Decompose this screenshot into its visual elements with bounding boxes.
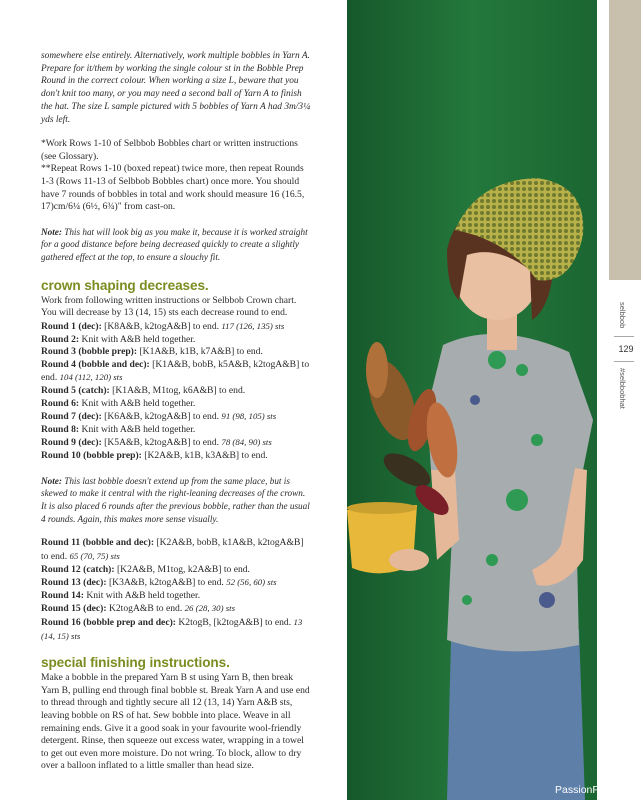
hero-photo-woman-with-begonia [347,0,597,800]
note-label: Note: [41,226,62,237]
round-label: Round 2: [41,333,80,345]
photo-illustration [347,0,597,800]
pattern-round [41,450,313,463]
round-instruction: [K1A&B, k1B, k7A&B] to end. [137,346,263,358]
round-instruction: [K8A&B, k2togA&B] to end. [101,321,222,333]
page-number: 129 [618,344,634,354]
intro-paragraph: somewhere else entirely. Alternatively, work multiple bobbles in Yarn A. Prepare for it/them by working the single colour st in the Bobble Prep Round in the correct colour. When working a size L, beware that you don't knit too many, or you may need a second ball of Yarn A to finish the hat. The size L sample pictured with 5 bobbles of Yarn A had 3m/3¼ yds left. [41,51,311,125]
round-instruction: Knit with A&B held together. [79,423,196,435]
stitch-count: 65 (70, 75) sts [69,551,120,562]
sidebar-section-label: selbbob [618,302,627,329]
round-label: Round 15 (dec): [41,603,107,615]
round-label: Round 16 (bobble prep and dec): [41,616,176,628]
stitch-count: 26 (28, 30) sts [184,603,235,614]
round-label: Round 4 (bobble and dec): [41,358,150,370]
round-label: Round 7 (dec): [41,411,102,423]
round-label: Round 11 (bobble and dec): [41,537,155,549]
crown-intro: Work from following written instructions or Selbbob Crown chart. You will decrease by 13 (14, 15) sts each decrease round to end. [41,294,297,319]
heading-finishing: special finishing instructions. [41,655,230,671]
round-label: Round 8: [41,423,80,435]
round-instruction: Knit with A&B held together. [83,589,201,601]
pattern-round [41,320,313,334]
round-label: Round 10 (bobble prep): [41,450,142,462]
pattern-round [41,385,313,398]
note-last-bobble [41,475,313,526]
finishing-paragraph: Make a bobble in the prepared Yarn B st using Yarn B, then break Yarn B, pulling end through final bobble st. Break Yarn A and use end to thread through and tightly secure all 12 (13, 14) Yarn A&B sts, leaving bobble on RS of hat. Sew bobble into place. Weave in all remaining ends. Give it a good soak in your favourite wool-friendly detergent. Rinse, then squeeze out excess water, wrapping in a towel to get out even more moisture. Do not wring. To block, allow to dry over a balloon inflated to a little smaller than head size. [41,672,310,772]
round-instruction: [K2A&B, bobB, k1A&B, k2togA&B] to end. [41,537,304,563]
pattern-round [41,537,313,563]
round-label: Round 14: [41,589,84,601]
round-label: Round 9 (dec): [41,437,102,449]
pattern-round [41,590,313,603]
footnote-double-asterisk: **Repeat Rows 1-10 (boxed repeat) twice more, then repeat Rounds 1-3 (Rows 11-13 of Selbbob Bobbles chart) once more. You should have 7 rounds of bobbles in total and work should measure 16 (16.5, 17)cm/6¼ (6½, 6¾)" from cast-on. [41,163,305,213]
round-label: Round 12 (catch): [41,563,115,575]
round-instruction: [K6A&B, k2togA&B] to end. [101,411,222,423]
stitch-count: 91 (98, 105) sts [221,411,277,422]
pattern-round [41,576,313,590]
pattern-round [41,424,313,437]
note-hat-size [41,226,313,264]
note-label: Note: [41,475,62,486]
round-instruction: [K2A&B, M1tog, k2A&B] to end. [114,563,250,575]
round-instruction: K2togB, [k2togA&B] to end. [175,616,294,628]
jeans [447,630,585,800]
footnote-single-asterisk: *Work Rows 1-10 of Selbbob Bobbles chart or written instructions (see Glossary). [41,138,298,162]
round-instruction: Knit with A&B held together. [79,397,196,409]
sidebar-hashtag: #selbbobhat [618,368,627,409]
pattern-round [41,334,313,347]
round-label: Round 13 (dec): [41,577,107,589]
round-instruction: [K1A&B, bobB, k5A&B, k2togA&B] to end. [41,358,310,384]
stitch-count: 104 (112, 120) sts [59,372,123,383]
watermark-text: PassionForum.ru [555,784,635,796]
sidebar-rule-bottom [614,361,634,362]
round-instruction: K2togA&B to end. [106,603,185,615]
stitch-count: 117 (126, 135) sts [221,321,285,332]
round-instruction: Knit with A&B held together. [79,333,196,345]
heading-crown-shaping: crown shaping decreases. [41,277,209,293]
pattern-round [41,436,313,450]
pattern-round [41,602,313,616]
sidebar-tan-strip [609,0,641,280]
pattern-round [41,359,313,385]
round-list-2 [41,537,313,643]
round-instruction: [K2A&B, k1B, k3A&B] to end. [141,450,268,462]
round-label: Round 1 (dec): [41,321,102,333]
stitch-count: 13 (14, 15) sts [41,616,303,641]
stitch-count: 52 (56, 60) sts [226,577,277,588]
round-list-1 [41,320,313,463]
pattern-round [41,346,313,359]
stitch-count: 78 (84, 90) sts [221,437,272,448]
pattern-round [41,616,313,643]
pattern-round [41,398,313,411]
round-instruction: [K3A&B, k2togA&B] to end. [106,577,227,589]
article-text-column [41,50,313,773]
round-label: Round 5 (catch): [41,385,110,397]
sidebar-rule-top [614,336,634,337]
note-text: This hat will look big as you make it, because it is worked straight for a good distance before being decreased quickly to create a slightly gathered effect at the top, to ensure a slouchy fit. [41,226,308,263]
pattern-round [41,410,313,424]
round-instruction: [K5A&B, k2togA&B] to end. [101,437,222,449]
round-label: Round 6: [41,397,80,409]
pattern-round [41,564,313,577]
round-label: Round 3 (bobble prep): [41,346,138,358]
note-text: This last bobble doesn't extend up from the same place, but is skewed to make it central with the right-leaning decreases of the crown. It is also placed 6 rounds after the previous bobble, rather than the usual 4 rounds. Again, this makes more sense visually. [41,475,310,524]
round-instruction: [K1A&B, M1tog, k6A&B] to end. [109,385,246,397]
